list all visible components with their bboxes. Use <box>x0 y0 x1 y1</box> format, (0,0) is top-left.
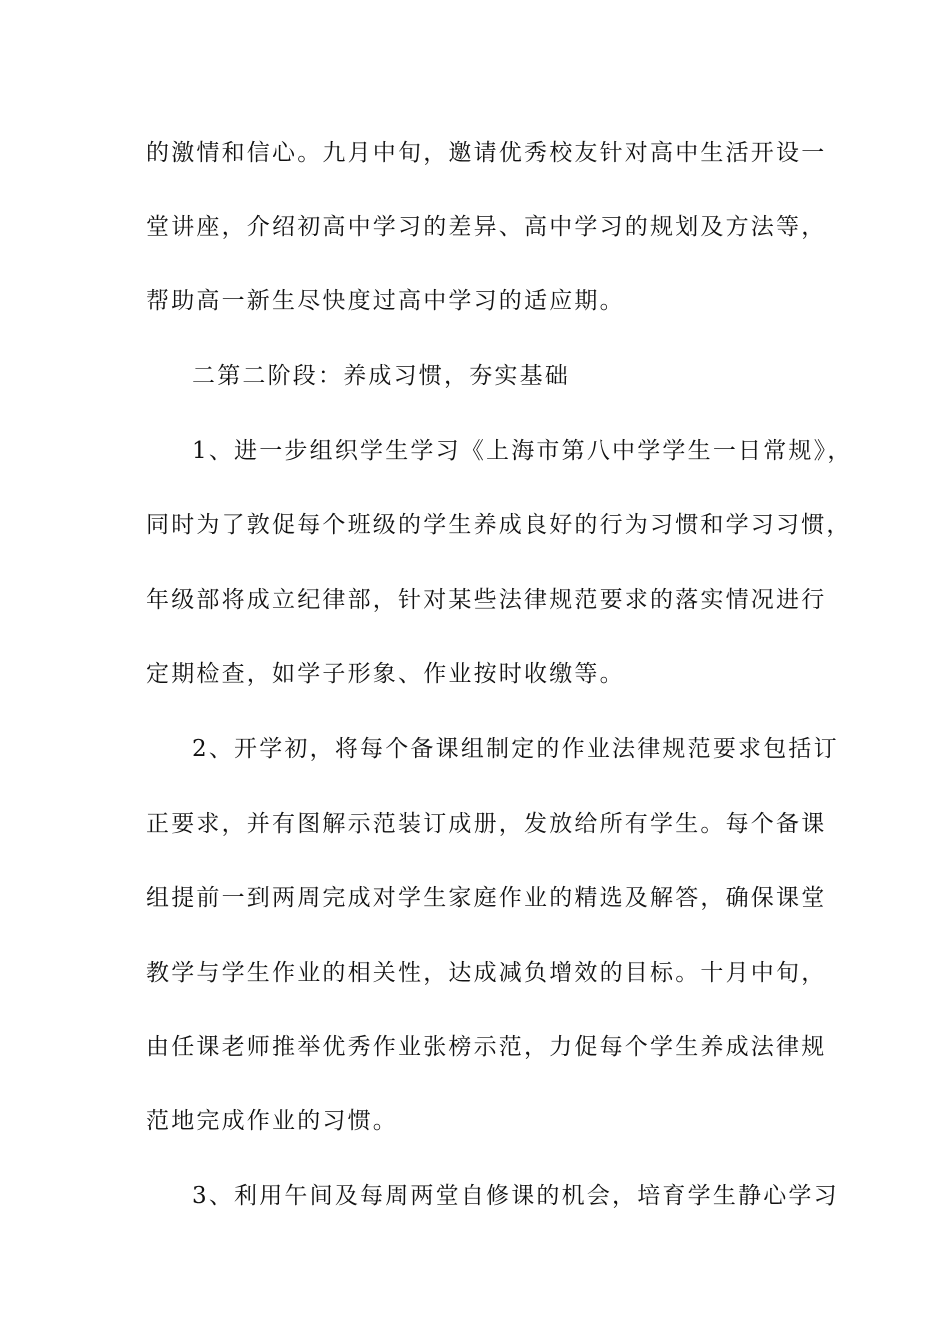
list-item-line: 2、开学初，将每个备课组制定的作业法律规范要求包括订 <box>192 736 839 762</box>
list-item-line: 3、利用午间及每周两堂自修课的机会，培育学生静心学习 <box>192 1183 839 1209</box>
paragraph-line: 的激情和信心。九月中旬，邀请优秀校友针对高中生活开设一 <box>146 140 827 166</box>
paragraph-line: 帮助高一新生尽快度过高中学习的适应期。 <box>146 288 625 314</box>
section-heading: 二第二阶段：养成习惯，夯实基础 <box>192 363 570 389</box>
paragraph-line: 年级部将成立纪律部，针对某些法律规范要求的落实情况进行 <box>146 587 827 613</box>
paragraph-line: 由任课老师推举优秀作业张榜示范，力促每个学生养成法律规 <box>146 1034 827 1060</box>
paragraph-line: 组提前一到两周完成对学生家庭作业的精选及解答，确保课堂 <box>146 885 827 911</box>
paragraph-line: 定期检查，如学子形象、作业按时收缴等。 <box>146 661 625 687</box>
paragraph-line: 正要求，并有图解示范装订成册，发放给所有学生。每个备课 <box>146 811 827 837</box>
list-item-line: 1、进一步组织学生学习《上海市第八中学学生一日常规》， <box>192 438 853 464</box>
paragraph-line: 范地完成作业的习惯。 <box>146 1108 398 1134</box>
paragraph-line: 同时为了敦促每个班级的学生养成良好的行为习惯和学习习惯， <box>146 512 852 538</box>
paragraph-line: 堂讲座，介绍初高中学习的差异、高中学习的规划及方法等， <box>146 214 827 240</box>
paragraph-line: 教学与学生作业的相关性，达成减负增效的目标。十月中旬， <box>146 960 827 986</box>
